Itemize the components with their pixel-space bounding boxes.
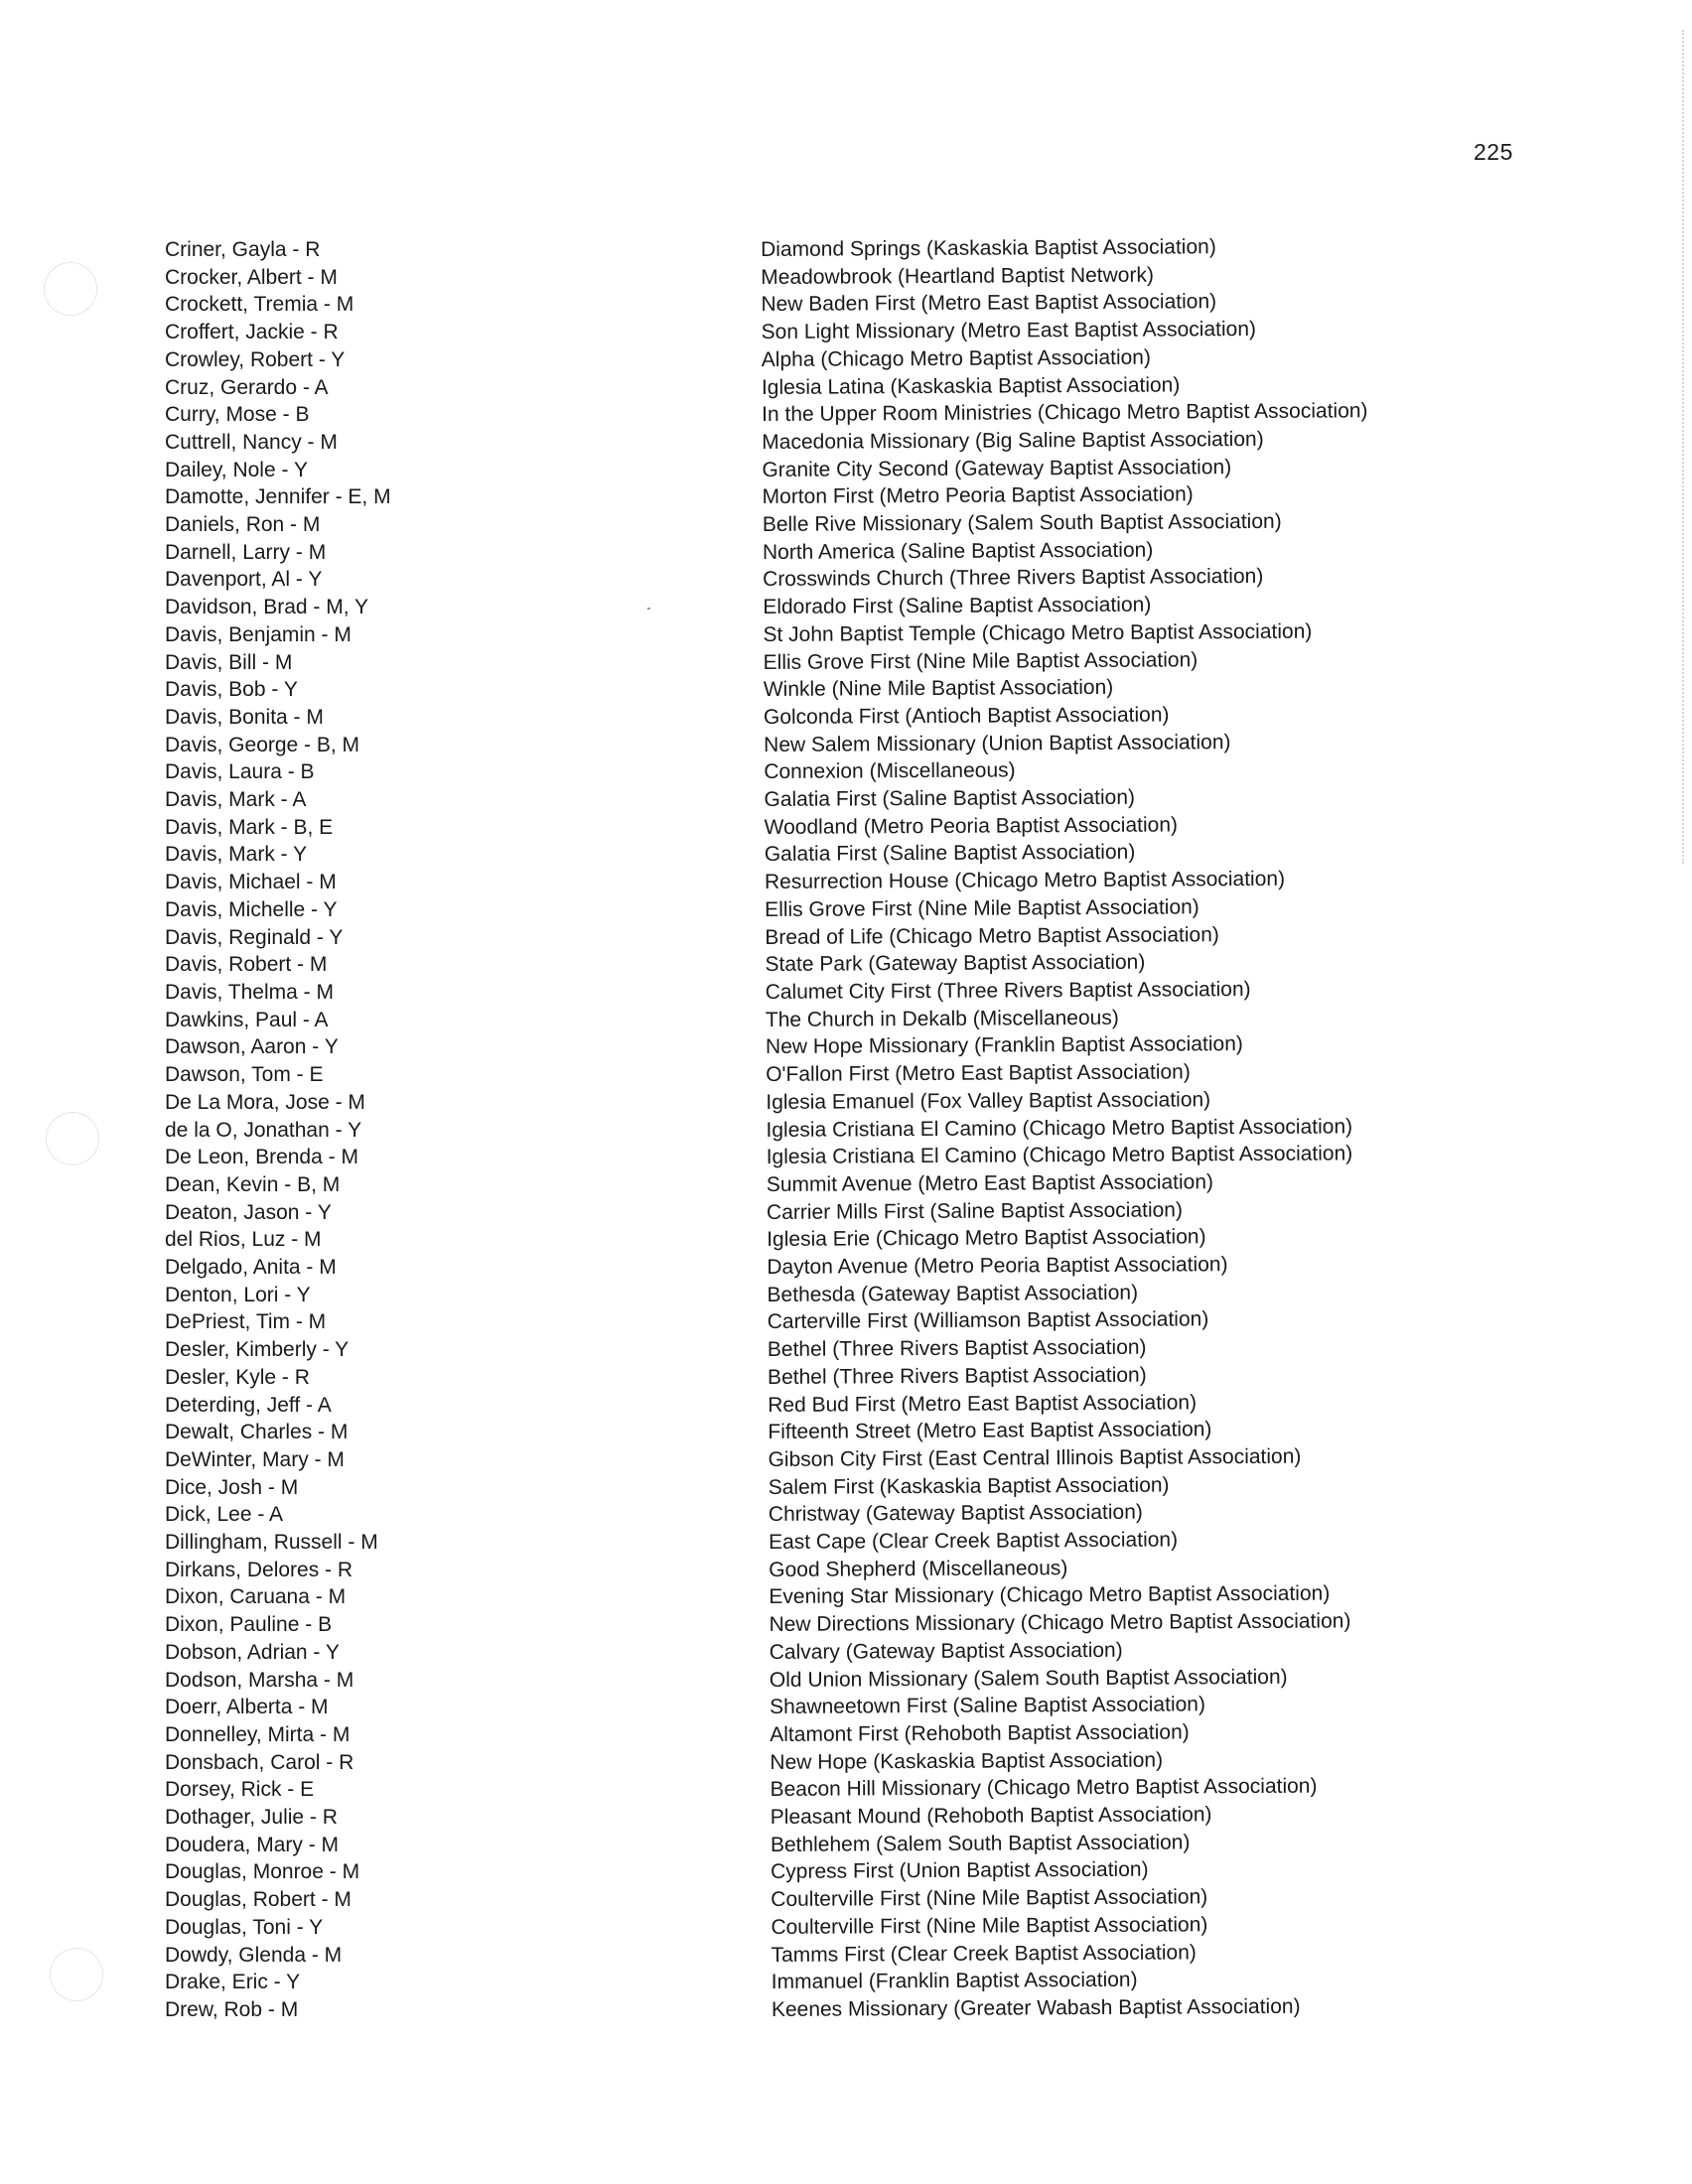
person-name: Drake, Eric - Y [165,1971,301,1994]
church-entry: Ellis Grove First (Nine Mile Baptist Association) [763,647,1198,674]
church-entry: Macedonia Missionary (Big Saline Baptist Association) [762,427,1264,454]
church-entry: Bread of Life (Chicago Metro Baptist Association) [765,922,1219,949]
church-entry: Iglesia Latina (Kaskaskia Baptist Association) [761,372,1181,399]
church-entry: Ellis Grove First (Nine Mile Baptist Association) [765,895,1199,921]
church-entry: Granite City Second (Gateway Baptist Association) [762,455,1232,481]
person-name: Doudera, Mary - M [165,1833,340,1856]
church-entry: Salem First (Kaskaskia Baptist Association) [768,1473,1170,1499]
binder-hole [44,262,97,316]
person-name: Dillingham, Russell - M [165,1531,378,1555]
church-entry: Woodland (Metro Peoria Baptist Association) [764,813,1179,839]
church-entry: O'Fallon First (Metro East Baptist Association) [766,1060,1191,1087]
person-name: Deaton, Jason - Y [165,1200,332,1224]
church-entry: Good Shepherd (Miscellaneous) [769,1556,1068,1581]
person-name: Cruz, Gerardo - A [165,375,329,399]
church-entry: Resurrection House (Chicago Metro Baptist Association) [764,867,1286,894]
person-name: Curry, Mose - B [165,403,310,427]
binder-hole [46,1112,99,1165]
person-name: Dirkans, Delores - R [165,1558,353,1581]
person-name: Crocker, Albert - M [165,265,338,289]
church-entry: Summit Avenue (Metro East Baptist Association) [766,1170,1214,1196]
person-name: de la O, Jonathan - Y [165,1118,362,1142]
church-entry: Iglesia Emanuel (Fox Valley Baptist Association) [766,1088,1211,1114]
person-name: Daniels, Ron - M [165,513,321,537]
church-entry: Iglesia Cristiana El Camino (Chicago Metro Baptist Association) [766,1142,1353,1169]
church-entry: St John Baptist Temple (Chicago Metro Baptist Association) [763,619,1313,646]
church-entry: Dayton Avenue (Metro Peoria Baptist Association) [767,1253,1228,1279]
person-name: Davis, Laura - B [165,760,315,784]
church-entry: Keenes Missionary (Greater Wabash Baptist Association) [771,1994,1301,2021]
person-name: De Leon, Brenda - M [165,1146,358,1169]
person-name: Dobson, Adrian - Y [165,1640,340,1664]
church-entry: Son Light Missionary (Metro East Baptist Association) [761,318,1257,344]
church-entry: Pleasant Mound (Rehoboth Baptist Association) [770,1803,1212,1830]
person-name: Croffert, Jackie - R [165,321,339,344]
person-name: Dawson, Aaron - Y [165,1035,339,1059]
person-name: Dodson, Marsha - M [165,1668,354,1692]
church-entry: Iglesia Cristiana El Camino (Chicago Metro Baptist Association) [766,1114,1353,1142]
church-entry: Red Bud First (Metro East Baptist Association) [768,1390,1198,1417]
person-name: Cuttrell, Nancy - M [165,430,338,454]
church-entry: Carrier Mills First (Saline Baptist Association) [766,1198,1184,1224]
church-entry: New Hope (Kaskaskia Baptist Association) [770,1748,1164,1774]
church-entry: Bethlehem (Salem South Baptist Association) [770,1831,1191,1856]
person-name: Dewalt, Charles - M [165,1421,349,1444]
church-entry: Bethel (Three Rivers Baptist Association) [767,1335,1147,1362]
church-entry: Bethel (Three Rivers Baptist Association) [767,1363,1147,1389]
person-name: De La Mora, Jose - M [165,1090,365,1114]
person-name: Dean, Kevin - B, M [165,1172,341,1196]
church-entry: New Salem Missionary (Union Baptist Association) [764,730,1231,756]
page-edge-mark [1680,30,1684,864]
binder-hole [50,1948,103,2001]
church-entry: State Park (Gateway Baptist Association) [765,950,1146,977]
person-name: Dixon, Pauline - B [165,1613,333,1637]
church-entry: Cypress First (Union Baptist Association) [770,1858,1149,1884]
person-name: Davis, Bonita - M [165,705,324,729]
person-name: Douglas, Monroe - M [165,1860,360,1884]
person-name: Donsbach, Carol - R [165,1750,354,1774]
church-entry: Winkle (Nine Mile Baptist Association) [763,676,1114,702]
church-entry: Christway (Gateway Baptist Association) [768,1501,1143,1527]
church-entry: Shawneetown First (Saline Baptist Association) [769,1693,1206,1719]
person-name: Donnelley, Mirta - M [165,1722,351,1746]
person-name: Davis, Mark - Y [165,843,308,867]
church-entry: Meadowbrook (Heartland Baptist Network) [761,263,1154,289]
church-entry: Calvary (Gateway Baptist Association) [769,1638,1123,1664]
church-entry: Altamont First (Rehoboth Baptist Association) [770,1720,1190,1746]
person-name: Crockett, Tremia - M [165,293,354,317]
person-name: Douglas, Robert - M [165,1888,352,1912]
church-entry: Galatia First (Saline Baptist Association) [764,785,1136,812]
church-entry: Tamms First (Clear Creek Baptist Association) [771,1940,1197,1967]
church-entry: Fifteenth Street (Metro East Baptist Association) [768,1418,1212,1444]
church-entry: New Directions Missionary (Chicago Metro Baptist Association) [769,1609,1351,1637]
person-name: Dice, Josh - M [165,1475,299,1499]
person-name: Dothager, Julie - R [165,1806,338,1830]
person-name: Davis, Mark - B, E [165,815,334,839]
person-name: Desler, Kimberly - Y [165,1338,350,1362]
person-name: Dailey, Nole - Y [165,458,308,481]
church-entry: Carterville First (Williamson Baptist Association) [767,1307,1209,1334]
person-name: Davis, Benjamin - M [165,622,352,646]
church-entry: North America (Saline Baptist Association) [762,538,1154,564]
person-name: Davis, Bob - Y [165,678,298,702]
church-entry: New Hope Missionary (Franklin Baptist Association) [765,1032,1243,1059]
church-entry: Evening Star Missionary (Chicago Metro Baptist Association) [769,1581,1331,1609]
church-entry: Golconda First (Antioch Baptist Association) [763,703,1170,729]
person-name: Crowley, Robert - Y [165,347,346,371]
person-name: Dawson, Tom - E [165,1063,324,1087]
person-name: Criner, Gayla - R [165,238,321,261]
person-name: Dowdy, Glenda - M [165,1943,343,1967]
person-name: Davis, Mark - A [165,788,307,812]
person-name: Damotte, Jennifer - E, M [165,485,391,509]
church-entry: Coulterville First (Nine Mile Baptist Association) [771,1885,1208,1912]
name-column [165,236,721,2024]
church-entry: In the Upper Room Ministries (Chicago Metro Baptist Association) [762,399,1368,427]
page-number: 225 [1474,139,1513,165]
church-entry: The Church in Dekalb (Miscellaneous) [765,1006,1119,1031]
church-column [761,231,1586,2024]
church-entry: Bethesda (Gateway Baptist Association) [767,1281,1139,1306]
person-name: Denton, Lori - Y [165,1283,311,1306]
church-entry: Calumet City First (Three Rivers Baptist Association) [765,977,1251,1004]
person-name: Desler, Kyle - R [165,1365,310,1389]
person-name: Doerr, Alberta - M [165,1696,329,1719]
church-entry: Connexion (Miscellaneous) [764,758,1016,784]
person-name: Davis, Robert - M [165,953,328,977]
church-entry: Coulterville First (Nine Mile Baptist Association) [771,1913,1208,1939]
person-name: del Rios, Luz - M [165,1228,322,1252]
church-entry: Beacon Hill Missionary (Chicago Metro Baptist Association) [770,1774,1318,1802]
church-entry: Gibson City First (East Central Illinois Baptist Association) [768,1444,1302,1471]
church-entry: Alpha (Chicago Metro Baptist Association) [761,345,1152,371]
church-entry: Belle Rive Missionary (Salem South Baptist Association) [762,509,1282,537]
person-name: Dawkins, Paul - A [165,1008,329,1031]
church-entry: Galatia First (Saline Baptist Association) [764,841,1136,867]
person-name: Davis, Thelma - M [165,980,334,1004]
church-entry: Old Union Missionary (Salem South Baptist Association) [769,1665,1288,1692]
person-name: Dixon, Caruana - M [165,1585,347,1609]
person-name: Davis, Bill - M [165,650,293,674]
person-name: DePriest, Tim - M [165,1310,327,1334]
person-name: Davis, Michael - M [165,871,337,894]
church-entry: Crosswinds Church (Three Rivers Baptist Association) [763,565,1264,592]
church-entry: East Cape (Clear Creek Baptist Association) [768,1528,1179,1555]
church-entry: Eldorado First (Saline Baptist Association) [763,593,1152,619]
person-name: Dorsey, Rick - E [165,1778,315,1802]
person-name: Dick, Lee - A [165,1503,284,1527]
church-entry: New Baden First (Metro East Baptist Association) [761,290,1217,317]
church-entry: Immanuel (Franklin Baptist Association) [771,1969,1138,1994]
church-entry: Diamond Springs (Kaskaskia Baptist Association) [761,235,1216,261]
person-name: Davis, Reginald - Y [165,925,344,949]
person-name: Deterding, Jeff - A [165,1393,332,1417]
church-entry: Iglesia Erie (Chicago Metro Baptist Association) [767,1225,1206,1252]
church-entry: Morton First (Metro Peoria Baptist Association) [762,482,1194,509]
person-name: Davis, George - B, M [165,733,360,756]
person-name: Delgado, Anita - M [165,1256,337,1280]
person-name: Darnell, Larry - M [165,540,327,564]
person-name: Davis, Michelle - Y [165,897,338,921]
person-name: Drew, Rob - M [165,1998,299,2021]
person-name: DeWinter, Mary - M [165,1447,345,1471]
person-name: Davidson, Brad - M, Y [165,596,369,619]
person-name: Davenport, Al - Y [165,568,323,592]
person-name: Douglas, Toni - Y [165,1915,324,1939]
